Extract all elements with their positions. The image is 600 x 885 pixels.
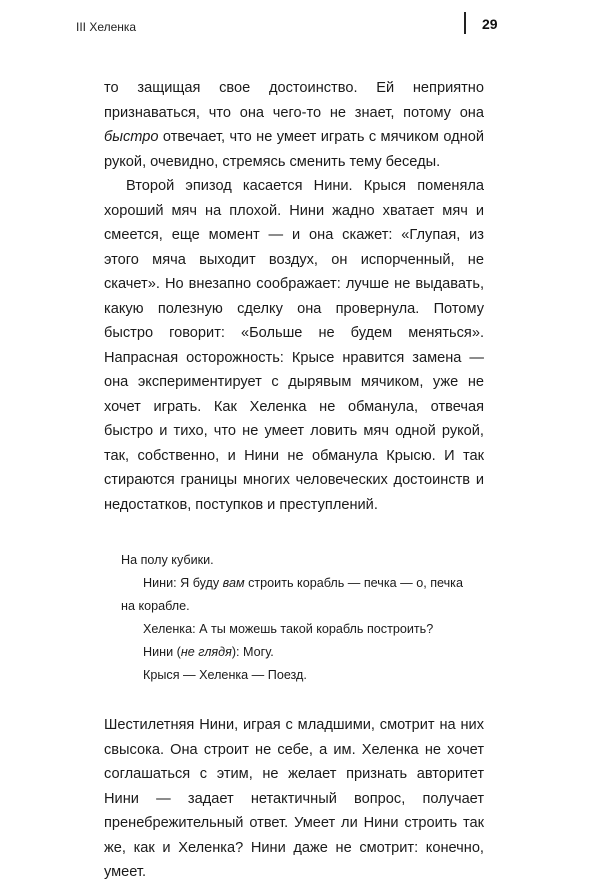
dialogue-line-nini-2 — [121, 641, 484, 664]
dialogue-line-1-part-a: Нини: Я буду — [143, 576, 223, 590]
paragraph-1-part-b: отвечает, что не умеет играть с мячиком одной рукой, очевидно, стремясь сменить тему беседы. — [104, 129, 484, 170]
text-block — [104, 76, 484, 885]
dialogue-line-3-emphasis: не глядя — [180, 645, 232, 659]
dialogue-block — [121, 549, 484, 687]
header-divider — [464, 12, 466, 34]
paragraph-1-emphasis: быстро — [104, 129, 159, 145]
paragraph-1 — [104, 76, 484, 174]
dialogue-line-krysya: Крыся — Хеленка — Поезд. — [143, 668, 307, 682]
running-head-title: III Хеленка — [76, 20, 137, 34]
dialogue-line-1-emphasis: вам — [222, 576, 245, 590]
paragraph-2: Второй эпизод касается Нини. Крыся поменяла хороший мяч на плохой. Нини жадно хватает мяч и смеется, еще момент — и она скажет: «Глупая, из этого мяча выходит воздух, он испорченный, не скачет». Но внезапно соображает: лучше не выдавать, какую полезную сделку она провернула. Потому быстро говорит: «Больше не будем меняться». Напрасная осторожность: Крысе нравится замена — она экспериментирует с дырявым мячиком, уже не хочет играть. Как Хеленка не обманула, отвечая быстро и тихо, что не умеет ловить мяч одной рукой, так, собственно, и Нини не обманула Крысю. И так стираются границы многих человеческих достоинств и недостатков, поступков и преступлений. — [104, 178, 484, 513]
page-number: 29 — [482, 16, 498, 32]
dialogue-line-nini-1 — [121, 572, 484, 595]
dialogue-line-helenka: Хеленка: А ты можешь такой корабль построить? — [143, 622, 434, 636]
paragraph-3: Шестилетняя Нини, играя с младшими, смотрит на них свысока. Она строит не себе, а им. Хеленка не хочет соглашаться с этим, не желает признать авторитет Нини — задает нетактичный вопрос, получает пренебрежительный ответ. Умеет ли Нини строить так же, как и Хеленка? Нини даже не смотрит: конечно, умеет. — [104, 717, 484, 880]
dialogue-line-1-continuation: на корабле. — [121, 599, 190, 613]
stage-direction: На полу кубики. — [121, 553, 214, 567]
dialogue-line-3-part-a: Нини ( — [143, 645, 181, 659]
dialogue-line-1-part-b: строить корабль — печка — о, печка — [244, 576, 463, 590]
dialogue-line-3-part-b: ): Могу. — [231, 645, 274, 659]
paragraph-1-part-a: то защищая свое достоинство. Ей неприятно признаваться, что она чего-то не знает, потому она — [104, 80, 484, 121]
